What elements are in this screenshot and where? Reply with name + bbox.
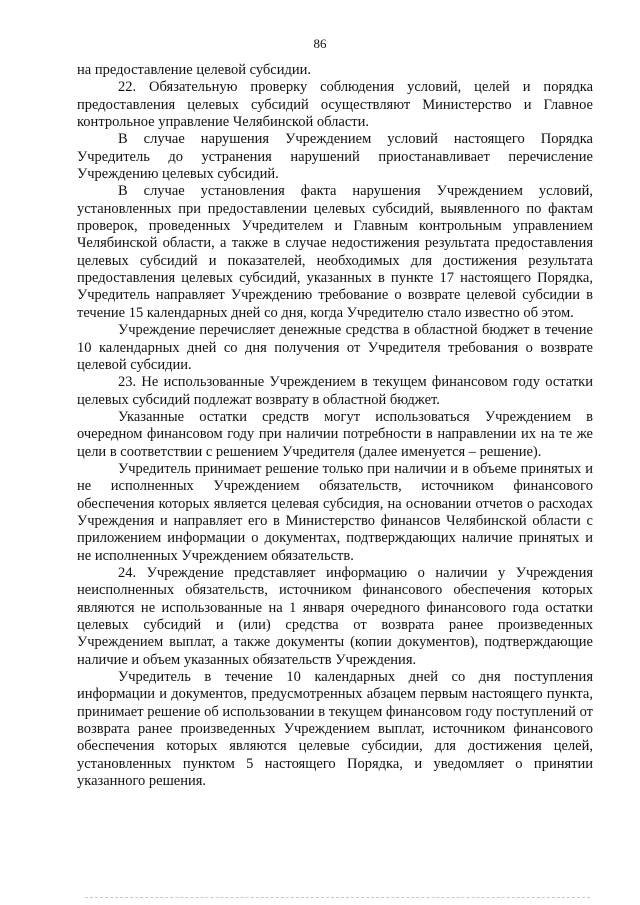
paragraph: Указанные остатки средств могут использоваться Учреждением в очередном финансовом году при наличии потребности в направлении их на те же цели в соответствии с решением Учредителя (далее именуется – решение). <box>77 408 593 460</box>
paragraph: Учреждение перечисляет денежные средства в областной бюджет в течение 10 календарных дней со дня получения от Учредителя требования о возврате целевой субсидии. <box>77 322 593 373</box>
paragraph: на предоставление целевой субсидии. <box>77 62 312 78</box>
paragraph: В случае нарушения Учреждением условий настоящего Порядка Учредитель до устранения нарушений приостанавливает перечисление Учреждению целевых субсидий. <box>77 131 593 183</box>
scan-edge-line <box>85 897 590 898</box>
page-number: 86 <box>313 36 327 51</box>
paragraph: 22. Обязательную проверку соблюдения условий, целей и порядка предоставления целевых субсидий осуществляют Министерство и Главное контрольное управление Челябинской области. <box>77 79 593 131</box>
document-body <box>77 62 593 790</box>
paragraph: Учредитель в течение 10 календарных дней со дня поступления информации и документов, предусмотренных абзацем первым настоящего пункта, принимает решение об использовании в текущем финансовом году поступлений от возврата ранее произведенных Учреждением выплат, источником финансового обеспечения которых являются целевые субсидии, для достижения целей, установленных пунктом 5 настоящего Порядка, и уведомляет о принятии указанного решения. <box>77 669 593 790</box>
paragraph: 23. Не использованные Учреждением в текущем финансовом году остатки целевых субсидий подлежат возврату в областной бюджет. <box>77 374 593 408</box>
paragraph: 24. Учреждение представляет информацию о наличии у Учреждения неисполненных обязательств, источником финансового обеспечения которых являются не использованные на 1 января очередного финансового года остатки целевых субсидий и (или) средства от возврата ранее произведенных Учреждением выплат, а также документы (копии документов), подтверждающие наличие и объем указанных обязательств Учреждения. <box>77 564 593 668</box>
paragraph: Учредитель принимает решение только при наличии и в объеме принятых и не исполненных Учреждением обязательств, источником финансового обеспечения которых является целевая субсидия, на основании отчетов о расходах Учреждения и направляет его в Министерство финансов Челябинской области с приложением информации о документах, подтверждающих наличие принятых и не исполненных Учреждением обязательств. <box>77 460 593 564</box>
paragraph: В случае установления факта нарушения Учреждением условий, установленных при предоставлении целевых субсидий, выявленного по фактам проверок, проведенных Учредителем и Главным контрольным управлением Челябинской области, а также в случае недостижения результата предоставления целевых субсидий и показателей, необходимых для достижения результата предоставления целевых субсидий, указанных в пункте 17 настоящего Порядка, Учредитель направляет Учреждению требование о возврате целевой субсидии в течение 15 календарных дней со дня, когда Учредителю стало известно об этом. <box>77 183 593 321</box>
